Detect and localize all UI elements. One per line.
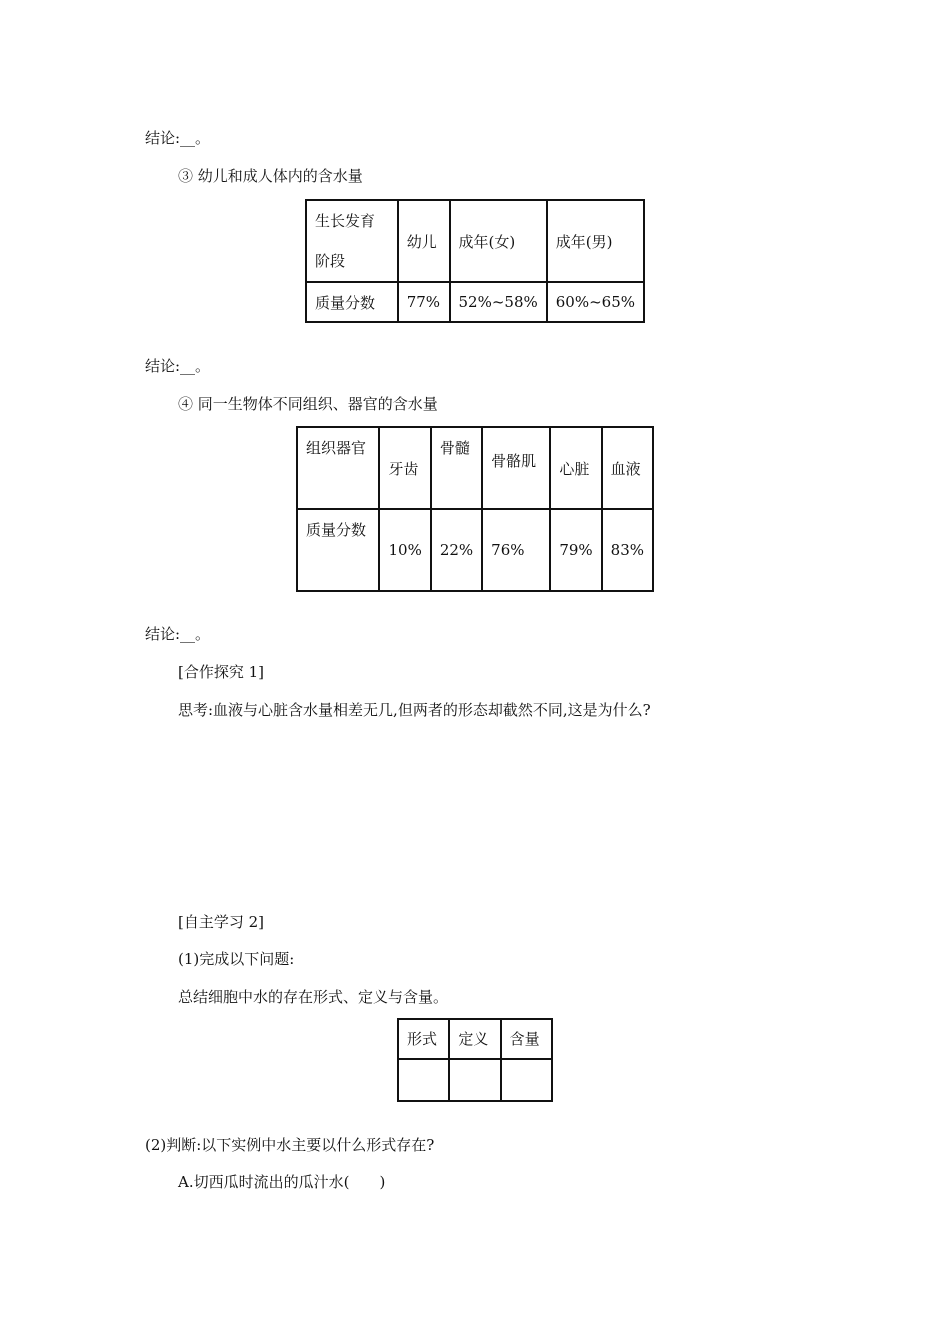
section-3-title: ③ 幼儿和成人体内的含水量 — [178, 167, 363, 185]
table-header-row — [398, 1019, 552, 1059]
table-cell: 10% — [379, 509, 430, 591]
summary-instruction: 总结细胞中水的存在形式、定义与含量。 — [178, 988, 449, 1006]
table-water-forms — [397, 1018, 553, 1102]
table-cell: 质量分数 — [297, 509, 379, 591]
table-row — [398, 1059, 552, 1101]
table-header-cell: 形式 — [398, 1019, 449, 1059]
table-cell: 76% — [482, 509, 550, 591]
table-header-cell: 幼儿 — [398, 200, 450, 282]
table-header-cell: 骨髓 — [431, 427, 482, 509]
item-a: A.切西瓜时流出的瓜汁水( ) — [178, 1173, 386, 1191]
think-question: 思考:血液与心脏含水量相差无几,但两者的形态却截然不同,这是为什么? — [178, 701, 651, 719]
table-cell: 22% — [431, 509, 482, 591]
table-row — [306, 282, 644, 322]
table-header-cell: 生长发育阶段 — [306, 200, 398, 282]
table-infant-adult-water — [305, 199, 645, 323]
table-header-cell: 成年(女) — [450, 200, 547, 282]
table-header-cell: 含量 — [501, 1019, 552, 1059]
table-header-cell: 骨骼肌 — [482, 427, 550, 509]
table-header-row — [306, 200, 644, 282]
table-header-cell: 牙齿 — [379, 427, 430, 509]
conclusion-2: 结论:__。 — [145, 357, 211, 375]
conclusion-1: 结论:__。 — [145, 129, 211, 147]
table-cell — [398, 1059, 449, 1101]
table-cell — [501, 1059, 552, 1101]
section-4-title: ④ 同一生物体不同组织、器官的含水量 — [178, 395, 438, 413]
conclusion-3: 结论:__。 — [145, 625, 211, 643]
table-cell — [449, 1059, 500, 1101]
table-header-cell: 心脏 — [550, 427, 601, 509]
self-study-title: [自主学习 2] — [178, 913, 265, 931]
table-header-row — [297, 427, 653, 509]
table-header-cell: 定义 — [449, 1019, 500, 1059]
table-row — [297, 509, 653, 591]
table-cell: 77% — [398, 282, 450, 322]
question-1: (1)完成以下问题: — [178, 950, 295, 968]
table-cell: 质量分数 — [306, 282, 398, 322]
table-header-cell: 成年(男) — [547, 200, 644, 282]
table-cell: 83% — [602, 509, 653, 591]
table-cell: 60%~65% — [547, 282, 644, 322]
table-cell: 52%~58% — [450, 282, 547, 322]
table-organ-water — [296, 426, 654, 592]
table-cell: 79% — [550, 509, 601, 591]
coop-section-title: [合作探究 1] — [178, 663, 265, 681]
table-header-cell: 血液 — [602, 427, 653, 509]
table-header-cell: 组织器官 — [297, 427, 379, 509]
question-2: (2)判断:以下实例中水主要以什么形式存在? — [145, 1136, 435, 1154]
